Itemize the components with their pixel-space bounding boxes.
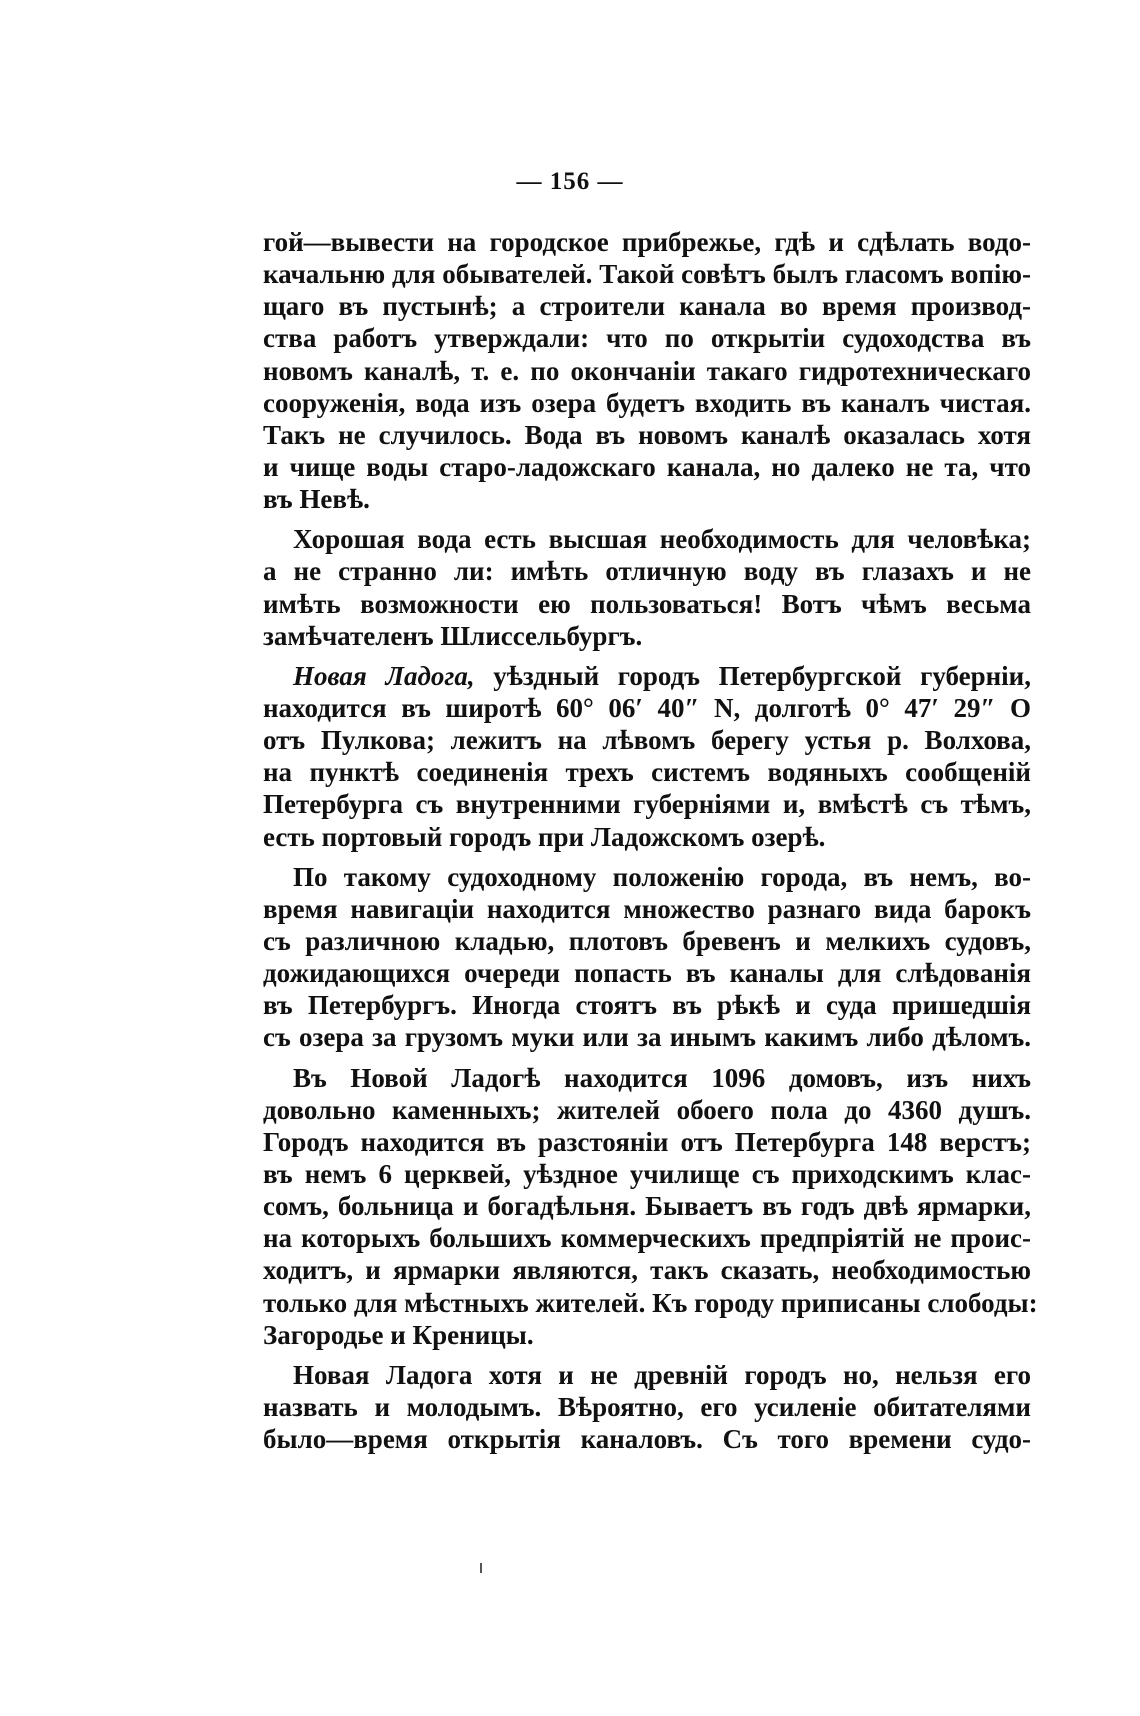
text-line: въ Невѣ. (263, 484, 370, 515)
text-line: ходитъ, и ярмарки являются, такъ сказать, необходимостью (263, 1255, 1031, 1286)
text-line: По такому судоходному положенію города, въ немъ, во- (293, 861, 1031, 892)
text-line: въ немъ 6 церквей, уѣздное училище съ приходскимъ клас- (263, 1158, 1031, 1189)
text-line: а не странно ли: имѣть отличную воду въ глазахъ и не (263, 556, 1031, 587)
text-line: въ Петербургъ. Иногда стоятъ въ рѣкѣ и суда пришедшія (263, 990, 1031, 1021)
text-line: гой—вывести на городское прибрежье, гдѣ и сдѣлать водо- (263, 227, 1031, 257)
italic-lead: Новая Ладога, (293, 660, 475, 691)
text-line: находится въ широтѣ 60° 06′ 40″ N, долготѣ 0° 47′ 29″ О (263, 692, 1031, 723)
text-line: качальню для обывателей. Такой совѣтъ былъ гласомъ вопію- (263, 259, 1031, 290)
text-line: было—время открытія каналовъ. Съ того времени судо- (263, 1424, 1031, 1455)
text-line: на пунктѣ соединенія трехъ системъ водяныхъ сообщеній (263, 757, 1031, 788)
paragraph-2 (263, 523, 1031, 652)
text-line: сомъ, больница и богадѣльня. Бываетъ въ годъ двѣ ярмарки, (263, 1191, 1031, 1222)
text-line: отъ Пулкова; лежитъ на лѣвомъ берегу устья р. Волхова, (263, 725, 1031, 756)
text-line: щаго въ пустынѣ; а строители канала во время производ- (263, 291, 1031, 322)
paragraph-5 (263, 1062, 1038, 1351)
page-number: — 156 — (516, 168, 624, 195)
text-line: съ озера за грузомъ муки или за инымъ какимъ либо дѣломъ. (263, 1022, 1031, 1053)
text-line: дожидающихся очереди попасть въ каналы для слѣдованія (263, 958, 1031, 989)
text-line: назвать и молодымъ. Вѣроятно, его усиленіе обитателями (263, 1391, 1031, 1422)
paragraph-1 (263, 226, 1031, 515)
text-line: съ различною кладью, плотовъ бревенъ и мелкихъ судовъ, (263, 925, 1031, 956)
paragraph-3 (263, 660, 1031, 853)
paragraph-6 (263, 1359, 1031, 1455)
body-text (263, 226, 1038, 1455)
ink-speck (480, 1563, 482, 1573)
text-line: замѣчателенъ Шлиссельбургъ. (263, 620, 643, 651)
text-line: новомъ каналѣ, т. е. по окончаніи такаго гидротехническаго (263, 355, 1031, 386)
text-line: довольно каменныхъ; жителей обоего пола до 4360 душъ. (263, 1094, 1031, 1125)
text-line: сооруженія, вода изъ озера будетъ входить въ каналъ чистая. (263, 387, 1031, 418)
text-line: Въ Новой Ладогѣ находится 1096 домовъ, изъ нихъ (293, 1062, 1031, 1093)
text-line: Хорошая вода есть высшая необходимость для человѣка; (293, 524, 1031, 555)
text-line: Загородье и Креницы. (263, 1319, 534, 1350)
paragraph-4 (263, 861, 1031, 1054)
text-line: Такъ не случилось. Вода въ новомъ каналѣ оказалась хотя (263, 419, 1031, 450)
text-line: на которыхъ большихъ коммерческихъ предпріятій не проис- (263, 1223, 1031, 1254)
text-run: уѣздный городъ Петербургской губерніи, (474, 660, 1031, 691)
text-line (263, 660, 1031, 692)
text-line: есть портовый городъ при Ладожскомъ озерѣ. (263, 821, 826, 852)
text-line: только для мѣстныхъ жителей. Къ городу приписаны слободы: (263, 1287, 1038, 1318)
text-line: Петербурга съ внутренними губерніями и, вмѣстѣ съ тѣмъ, (263, 789, 1031, 820)
text-line: Новая Ладога хотя и не древній городъ но, нельзя его (293, 1359, 1031, 1390)
text-line: имѣть возможности ею пользоваться! Вотъ чѣмъ весьма (263, 588, 1031, 619)
text-line: время навигаціи находится множество разнаго вида барокъ (263, 893, 1031, 924)
text-line: ства работъ утверждали: что по открытіи судоходства въ (263, 323, 1031, 354)
text-line: Городъ находится въ разстояніи отъ Петербурга 148 верстъ; (263, 1126, 1031, 1157)
text-line: и чище воды старо-ладожскаго канала, но далеко не та, что (263, 451, 1031, 482)
